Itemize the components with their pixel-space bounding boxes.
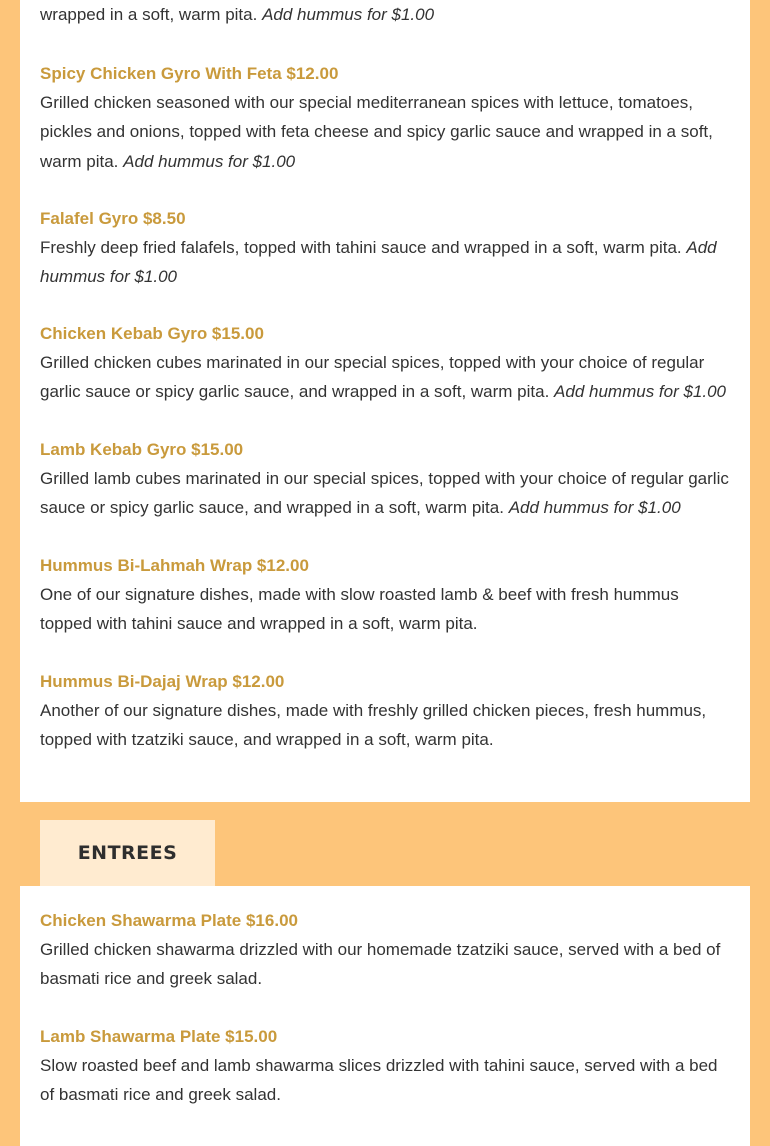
addon-note: Add hummus for $1.00 bbox=[554, 382, 727, 402]
menu-item-description: Freshly deep fried falafels, topped with tahini sauce and wrapped in a soft, warm pita. Add hummus for $1.00 bbox=[40, 238, 717, 287]
menu-item-description: Slow roasted beef and lamb shawarma slices drizzled with tahini sauce, served with a bed of basmati rice and greek salad. bbox=[40, 1056, 718, 1105]
addon-note: Add hummus for $1.00 bbox=[262, 5, 435, 24]
menu-item-title: Chicken Shawarma Plate $16.00 bbox=[40, 911, 298, 930]
menu-item-title: Chicken Kebab Gyro $15.00 bbox=[40, 324, 264, 343]
menu-item-chicken-shawarma-plate bbox=[40, 906, 730, 994]
menu-item-description: wrapped in a soft, warm pita. Add hummus for $1.00 bbox=[40, 5, 435, 24]
menu-item-hummus-bi-lahmah-wrap bbox=[40, 551, 730, 639]
menu-item-description: Grilled lamb cubes marinated in our special spices, topped with your choice of regular garlic sauce or spicy garlic sauce, and wrapped in a soft, warm pita. Add hummus for $1.00 bbox=[40, 469, 729, 518]
menu-item-spicy-chicken-gyro bbox=[40, 59, 730, 176]
menu-item-title: Spicy Chicken Gyro With Feta $12.00 bbox=[40, 64, 339, 83]
menu-item-description: Grilled chicken cubes marinated in our special spices, topped with your choice of regular garlic sauce or spicy garlic sauce, and wrapped in a soft, warm pita. Add hummus for $1.00 bbox=[40, 353, 727, 402]
menu-item-lamb-shawarma-plate bbox=[40, 1022, 730, 1110]
menu-item-title: Lamb Shawarma Plate $15.00 bbox=[40, 1027, 278, 1046]
menu-item-lamb-kebab-gyro bbox=[40, 435, 730, 523]
menu-item-description: Grilled chicken shawarma drizzled with our homemade tzatziki sauce, served with a bed of basmati rice and greek salad. bbox=[40, 940, 721, 989]
addon-note: Add hummus for $1.00 bbox=[40, 238, 717, 287]
menu-item-chicken-kebab-gyro bbox=[40, 319, 730, 407]
menu-item-title: Hummus Bi-Lahmah Wrap $12.00 bbox=[40, 556, 309, 575]
menu-item-falafel-gyro bbox=[40, 204, 730, 292]
addon-note: Add hummus for $1.00 bbox=[508, 498, 681, 518]
entrees-section-tab[interactable]: ENTREES bbox=[40, 820, 215, 886]
menu-item-title: Lamb Kebab Gyro $15.00 bbox=[40, 440, 244, 459]
menu-item-description: Another of our signature dishes, made with freshly grilled chicken pieces, fresh hummus, topped with tzatziki sauce, and wrapped in a soft, warm pita. bbox=[40, 701, 707, 750]
menu-item-description: Grilled chicken seasoned with our special mediterranean spices with lettuce, tomatoes, pickles and onions, topped with feta cheese and spicy garlic sauce and wrapped in a soft, warm pita. Add hummus for $1.00 bbox=[40, 93, 713, 171]
menu-item-title: Hummus Bi-Dajaj Wrap $12.00 bbox=[40, 672, 285, 691]
menu-item-title: Falafel Gyro $8.50 bbox=[40, 209, 186, 228]
menu-item-partial bbox=[40, 0, 730, 29]
addon-note: Add hummus for $1.00 bbox=[123, 151, 296, 171]
menu-item-description: One of our signature dishes, made with slow roasted lamb & beef with fresh hummus topped with tahini sauce and wrapped in a soft, warm pita. bbox=[40, 585, 679, 634]
menu-item-hummus-bi-dajaj-wrap bbox=[40, 667, 730, 755]
